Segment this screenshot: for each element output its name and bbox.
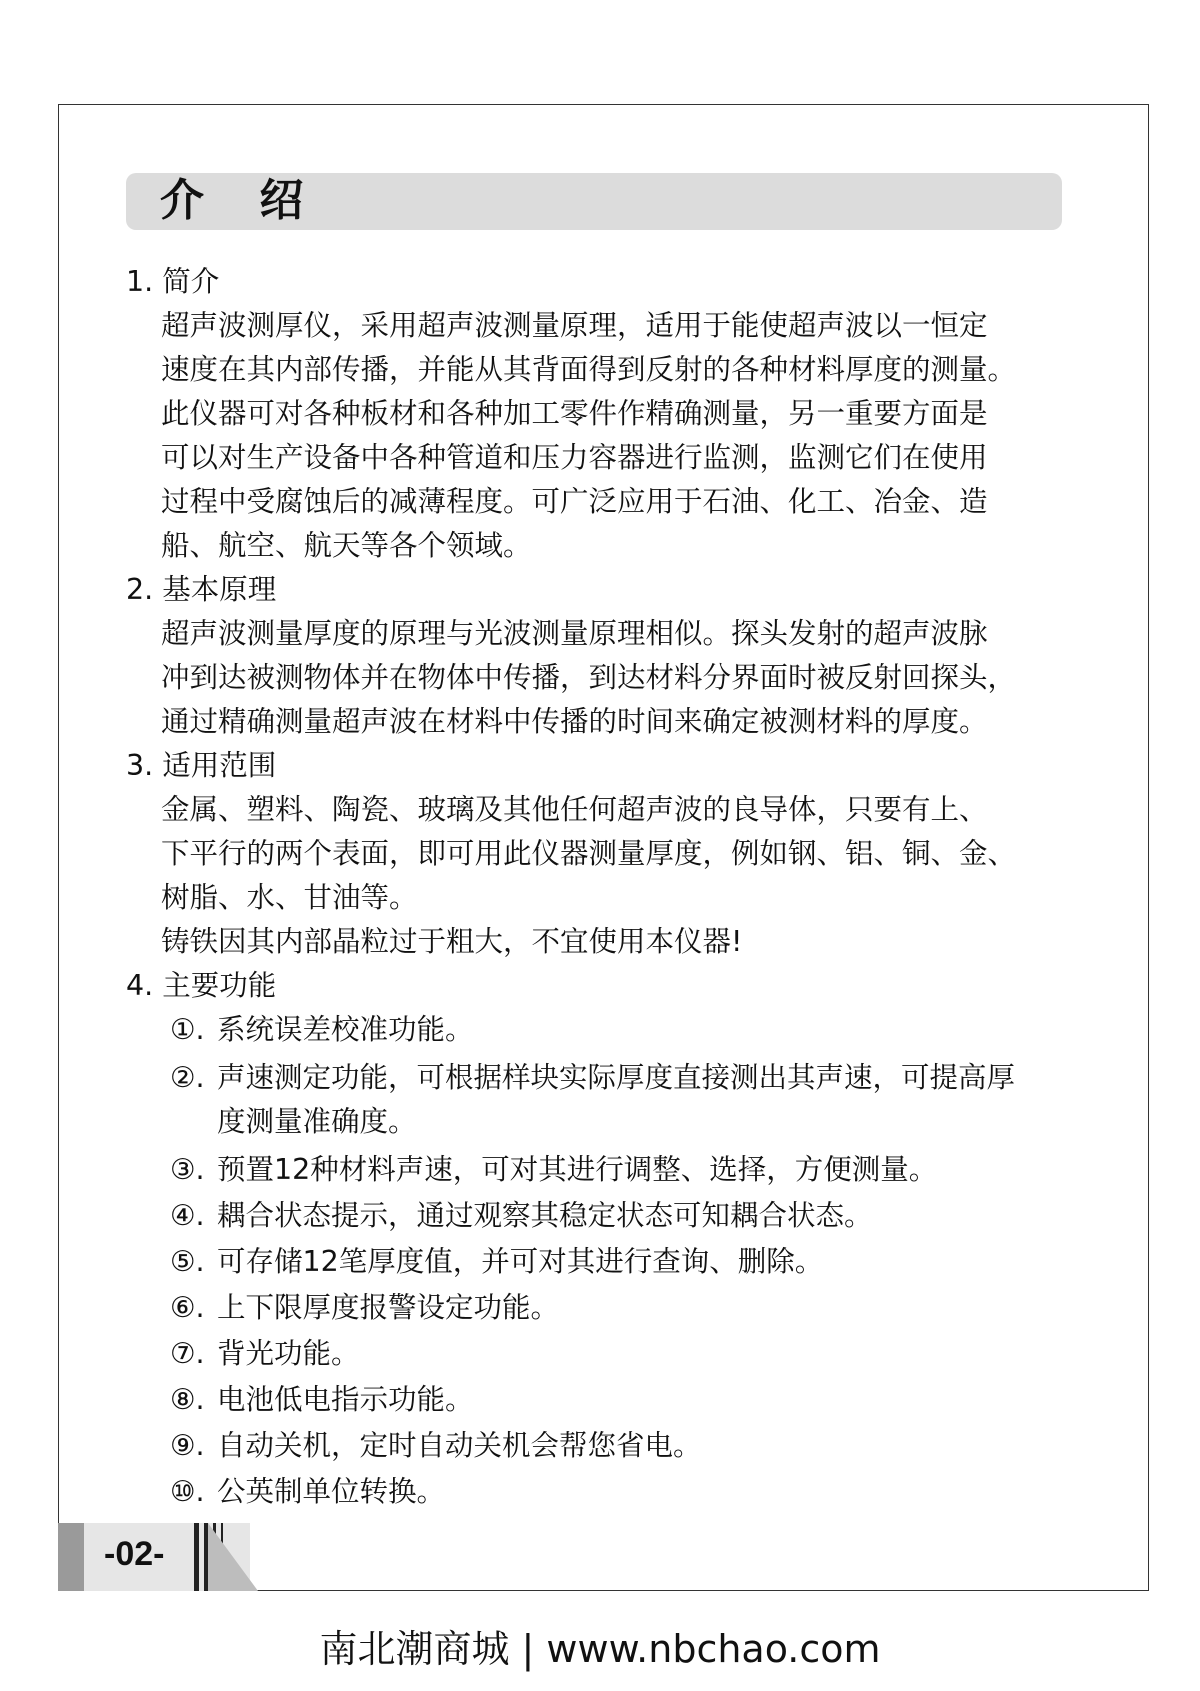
feature-number: ⑤. (170, 1245, 205, 1278)
tab-grey-block (58, 1523, 84, 1591)
section-heading: 3. 适用范围 (126, 749, 277, 782)
feature-text: 系统误差校准功能。 (217, 1013, 474, 1046)
site-watermark: 南北潮商城 | www.nbchao.com (319, 1627, 881, 1671)
feature-text: 背光功能。 (217, 1337, 360, 1370)
feature-number: ⑩. (170, 1475, 205, 1508)
feature-number: ②. (170, 1061, 205, 1094)
paragraph-line: 冲到达被测物体并在物体中传播，到达材料分界面时被反射回探头， (161, 661, 1017, 694)
feature-text: 上下限厚度报警设定功能。 (217, 1291, 560, 1324)
paragraph-line: 此仪器可对各种板材和各种加工零件作精确测量，另一重要方面是 (161, 397, 988, 430)
feature-text: 公英制单位转换。 (217, 1475, 446, 1508)
feature-text: 耦合状态提示，通过观察其稳定状态可知耦合状态。 (217, 1199, 873, 1232)
paragraph-line: 树脂、水、甘油等。 (161, 881, 418, 914)
feature-text: 自动关机，定时自动关机会帮您省电。 (217, 1429, 702, 1462)
paragraph-line: 可以对生产设备中各种管道和压力容器进行监测，监测它们在使用 (161, 441, 988, 474)
section-heading: 4. 主要功能 (126, 969, 277, 1002)
feature-number: ①. (170, 1013, 205, 1046)
page-number-tab (58, 1523, 258, 1591)
feature-number: ⑥. (170, 1291, 205, 1324)
feature-text: 可存储12笔厚度值，并可对其进行查询、删除。 (217, 1245, 824, 1278)
feature-text: 度测量准确度。 (217, 1105, 417, 1138)
feature-number: ⑧. (170, 1383, 205, 1416)
paragraph-line: 超声波测量厚度的原理与光波测量原理相似。探头发射的超声波脉 (161, 617, 988, 650)
tab-corner-triangle (208, 1523, 258, 1591)
tab-stripe (194, 1523, 199, 1591)
paragraph-line: 金属、塑料、陶瓷、玻璃及其他任何超声波的良导体，只要有上、 (161, 793, 988, 826)
page-number: -02- (104, 1535, 165, 1573)
section-heading: 1. 简介 (126, 265, 220, 298)
feature-number: ④. (170, 1199, 205, 1232)
paragraph-line: 通过精确测量超声波在材料中传播的时间来确定被测材料的厚度。 (161, 705, 988, 738)
feature-number: ⑨. (170, 1429, 205, 1462)
paragraph-line: 超声波测厚仪，采用超声波测量原理，适用于能使超声波以一恒定 (161, 309, 988, 342)
section-title-bar (126, 173, 1062, 230)
page-title: 介 绍 (160, 175, 324, 226)
section-heading: 2. 基本原理 (126, 573, 277, 606)
paragraph-line: 船、航空、航天等各个领域。 (161, 529, 532, 562)
paragraph-line: 过程中受腐蚀后的减薄程度。可广泛应用于石油、化工、冶金、造 (161, 485, 988, 518)
paragraph-line: 速度在其内部传播，并能从其背面得到反射的各种材料厚度的测量。 (161, 353, 1017, 386)
feature-text: 电池低电指示功能。 (217, 1383, 474, 1416)
feature-number: ③. (170, 1153, 205, 1186)
paragraph-line: 铸铁因其内部晶粒过于粗大，不宜使用本仪器! (161, 925, 743, 958)
feature-text: 声速测定功能，可根据样块实际厚度直接测出其声速，可提高厚 (217, 1061, 1016, 1094)
feature-number: ⑦. (170, 1337, 205, 1370)
paragraph-line: 下平行的两个表面，即可用此仪器测量厚度，例如钢、铝、铜、金、 (161, 837, 1017, 870)
feature-text: 预置12种材料声速，可对其进行调整、选择，方便测量。 (217, 1153, 938, 1186)
